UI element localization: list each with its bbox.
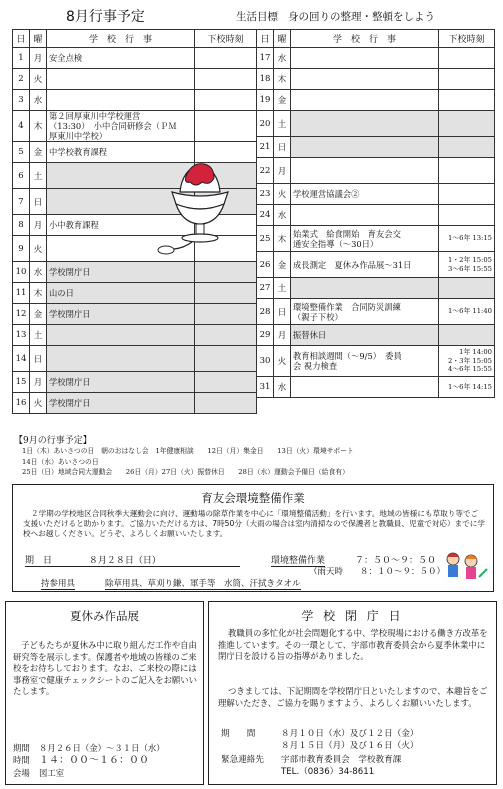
event-cell: 小中教育課程: [47, 215, 195, 236]
weekday-cell: 日: [274, 137, 291, 158]
weekday-cell: 金: [30, 304, 47, 325]
day-cell: 1: [13, 48, 30, 69]
calendar-row: [257, 158, 495, 184]
closed-contact: [221, 754, 401, 778]
dismissal-time-cell: 1～6年 13:15: [439, 226, 495, 252]
dismissal-time-cell: [195, 325, 257, 346]
day-cell: 8: [13, 215, 30, 236]
event-cell: 第２回厚東川中学校運営 （13:30） 小中合同研修会（ＰＭ 厚東川中学校）: [47, 111, 195, 142]
day-cell: 11: [13, 283, 30, 304]
weekday-cell: 火: [274, 184, 291, 205]
calendar-row: [13, 304, 257, 325]
weekday-cell: 水: [30, 262, 47, 283]
event-cell: [47, 346, 195, 372]
summer-title: 夏休み作品展: [70, 609, 139, 623]
event-cell: 学校閉庁日: [47, 304, 195, 325]
event-cell: [291, 48, 439, 69]
col-time: 下校時刻: [195, 30, 257, 48]
day-cell: 12: [13, 304, 30, 325]
summer-body: 子どもたちが夏休み中に取り組んだ工作や自由研究等を展示します。保護者や地域の皆様のご来校をお待ちしております。なお、ご来校の際には事務室で健康チェックシートのご記入をお願いいたします。: [13, 640, 197, 696]
day-cell: 19: [257, 90, 274, 111]
weekday-cell: 月: [30, 215, 47, 236]
weekday-cell: 水: [30, 90, 47, 111]
day-cell: 10: [13, 262, 30, 283]
dismissal-time-cell: [439, 325, 495, 346]
pta-body: ２学期の学校地区合同秋季大運動会に向け、運動場の除草作業を中心に「環境整備活動」を行います。地域の皆様にも草取り等でご支援いただけると助かります。ご協力いただける方は、7時50分（大雨の場合は室内清掃なので保護者と教職員、児童で対応）までに学校へお越しください。どうぞ、よろしくお願いいたします。: [23, 509, 485, 538]
pta-time-label: 環境整備作業: [271, 553, 325, 567]
pta-time-value: ７：５０～９：５０: [355, 556, 437, 566]
weekday-cell: 金: [30, 142, 47, 163]
day-cell: 24: [257, 205, 274, 226]
event-cell: 振替休日: [291, 325, 439, 346]
summer-period-label: 期間: [13, 743, 30, 753]
summer-period-value: ８月２６日（金）～３１日（水）: [39, 743, 165, 753]
dismissal-time-cell: [439, 111, 495, 137]
weekday-cell: 木: [274, 69, 291, 90]
pta-title: 育友会環境整備作業: [201, 491, 305, 505]
event-cell: 学校運営協議会②: [291, 184, 439, 205]
pta-rain-time: （雨天時 ８：１０～９：５０）: [309, 567, 446, 577]
event-cell: [291, 158, 439, 184]
calendar-row: [257, 299, 495, 325]
dismissal-time-cell: [439, 184, 495, 205]
weekday-cell: 日: [274, 299, 291, 325]
day-cell: 5: [13, 142, 30, 163]
shaved-ice-illustration: [152, 152, 248, 272]
event-cell: [47, 325, 195, 346]
weekday-cell: 水: [274, 205, 291, 226]
event-cell: [47, 69, 195, 90]
calendar-row: [13, 90, 257, 111]
calendar-row: [13, 69, 257, 90]
dismissal-time-cell: [439, 90, 495, 111]
calendar-row: [257, 69, 495, 90]
summer-place-value: 図工室: [39, 768, 65, 778]
day-cell: 13: [13, 325, 30, 346]
september-line: 25日（日）地域合同大運動会 26日（月）27日（火）振替休日 28日（水）運動会予備日（給食有）: [22, 468, 349, 476]
calendar-row: [257, 111, 495, 137]
calendar-row: [257, 48, 495, 69]
calendar-row: [13, 48, 257, 69]
event-cell: 学校閉庁日: [47, 393, 195, 414]
dismissal-time-cell: [195, 111, 257, 142]
event-cell: 安全点検: [47, 48, 195, 69]
dismissal-time-cell: [439, 137, 495, 158]
day-cell: 18: [257, 69, 274, 90]
day-cell: 15: [13, 372, 30, 393]
pta-cleanup-section: [12, 484, 494, 592]
pta-date: [25, 553, 240, 567]
dismissal-time-cell: [195, 393, 257, 414]
weekday-cell: 火: [30, 393, 47, 414]
closed-period-line: ８月１０日（水）及び１２日（金）: [281, 729, 419, 739]
goal-text: 身の回りの整理・整頓をしよう: [288, 11, 435, 23]
col-time: 下校時刻: [439, 30, 495, 48]
page-title: 8月行事予定: [66, 9, 145, 25]
calendar-row: [257, 90, 495, 111]
september-heading: 【9月の行事予定】: [14, 436, 92, 446]
day-cell: 21: [257, 137, 274, 158]
weekday-cell: 火: [274, 346, 291, 377]
day-cell: 6: [13, 163, 30, 189]
dismissal-time-cell: [195, 90, 257, 111]
col-weekday: 曜: [30, 30, 47, 48]
event-cell: [291, 377, 439, 398]
dismissal-time-cell: [195, 283, 257, 304]
weekday-cell: 木: [30, 283, 47, 304]
dismissal-time-cell: 1～6年 11:40: [439, 299, 495, 325]
september-line: 14日（水）あいさつの日: [22, 457, 99, 466]
dismissal-time-cell: [439, 69, 495, 90]
day-cell: 16: [13, 393, 30, 414]
calendar-row: [257, 278, 495, 299]
closed-period-label: 期 間: [221, 729, 256, 739]
event-cell: 学校閉庁日: [47, 262, 195, 283]
dismissal-time-cell: [439, 158, 495, 184]
day-cell: 7: [13, 189, 30, 215]
day-cell: 28: [257, 299, 274, 325]
calendar-row: [13, 325, 257, 346]
september-line: 1日（木）あいさつの日 朝のおはなし会 1年健康相談 12日（月）集金日 13日（火）環境サポート: [22, 447, 354, 455]
dismissal-time-cell: [439, 278, 495, 299]
day-cell: 22: [257, 158, 274, 184]
dismissal-time-cell: [195, 48, 257, 69]
closed-period-line: ８月１５日（月）及び１６日（火）: [281, 741, 419, 751]
calendar-row: [257, 377, 495, 398]
closed-body-2: つきましては、下記期間を学校閉庁日といたしますので、本趣旨をご理解いただき、ご協力を賜りますよう、よろしくお願いいたします。: [218, 686, 488, 708]
calendar-row: [257, 226, 495, 252]
closed-period: [221, 728, 419, 752]
event-cell: 学校閉庁日: [47, 372, 195, 393]
summer-time-value: １４：００～１６：００: [39, 755, 149, 766]
event-cell: [47, 90, 195, 111]
col-day: 日: [13, 30, 30, 48]
event-cell: [291, 278, 439, 299]
calendar-row: [13, 372, 257, 393]
day-cell: 30: [257, 346, 274, 377]
weekday-cell: 月: [274, 325, 291, 346]
summer-exhibit-section: [5, 601, 204, 785]
weekday-cell: 木: [30, 111, 47, 142]
dismissal-time-cell: 1～6年 14:15: [439, 377, 495, 398]
calendar-row: [257, 137, 495, 158]
event-cell: [291, 111, 439, 137]
dismissal-time-cell: [439, 48, 495, 69]
day-cell: 27: [257, 278, 274, 299]
contact-name: 宇部市教育委員会 学校教育課: [281, 755, 402, 765]
weekday-cell: 月: [274, 158, 291, 184]
weekday-cell: 木: [274, 226, 291, 252]
header: [0, 0, 503, 28]
day-cell: 25: [257, 226, 274, 252]
weekday-cell: 土: [274, 111, 291, 137]
day-cell: 23: [257, 184, 274, 205]
summer-info: [13, 742, 165, 779]
day-cell: 9: [13, 236, 30, 262]
weekday-cell: 土: [30, 163, 47, 189]
calendar-row: [13, 393, 257, 414]
dismissal-time-cell: [195, 346, 257, 372]
dismissal-time-cell: [195, 69, 257, 90]
summer-place-label: 会場: [13, 768, 30, 778]
weekday-cell: 金: [274, 252, 291, 278]
goal-label: 生活目標: [236, 11, 278, 23]
calendar-row: [13, 283, 257, 304]
event-cell: [291, 137, 439, 158]
calendar-right: [256, 29, 495, 398]
weekday-cell: 土: [274, 278, 291, 299]
event-cell: 成長測定 夏休み作品展～31日: [291, 252, 439, 278]
september-schedule: [12, 433, 494, 478]
calendar-row: [13, 346, 257, 372]
day-cell: 4: [13, 111, 30, 142]
col-day: 日: [257, 30, 274, 48]
calendar-row: [257, 252, 495, 278]
event-cell: 中学校教育課程: [47, 142, 195, 163]
calendar-row: [257, 325, 495, 346]
event-cell: [291, 90, 439, 111]
day-cell: 3: [13, 90, 30, 111]
dismissal-time-cell: [195, 304, 257, 325]
event-cell: [291, 205, 439, 226]
contact-label: 緊急連絡先: [221, 755, 264, 765]
dismissal-time-cell: [439, 205, 495, 226]
weekday-cell: 土: [30, 325, 47, 346]
weekday-cell: 日: [30, 346, 47, 372]
contact-tel: TEL.（0836）34-8611: [281, 767, 375, 777]
day-cell: 17: [257, 48, 274, 69]
event-cell: [291, 69, 439, 90]
col-events: 学 校 行 事: [291, 30, 439, 48]
day-cell: 2: [13, 69, 30, 90]
weekday-cell: 月: [30, 372, 47, 393]
calendar-row: [257, 205, 495, 226]
col-weekday: 曜: [274, 30, 291, 48]
dismissal-time-cell: 1年 14:00 2・3年 15:05 4～6年 15:55: [439, 346, 495, 377]
pta-items-label: 持参用具: [41, 579, 76, 589]
event-cell: 環境整備作業 合同防災訓練 （親子下校）: [291, 299, 439, 325]
pta-date-value: ８月２８日（日）: [88, 556, 161, 566]
calendar-row: [257, 346, 495, 377]
event-cell: 始業式 給食開始 育友会交 通安全指導（～30日）: [291, 226, 439, 252]
weekday-cell: 月: [30, 48, 47, 69]
pta-items-value: 除草用具、草刈り鎌、軍手等 水筒、汗拭きタオル: [105, 579, 301, 589]
col-events: 学 校 行 事: [47, 30, 195, 48]
event-cell: 教育相談週間（～9/5） 委員 会 視力検査: [291, 346, 439, 377]
day-cell: 31: [257, 377, 274, 398]
calendar-row: [13, 111, 257, 142]
day-cell: 14: [13, 346, 30, 372]
weekday-cell: 火: [30, 69, 47, 90]
summer-time-label: 時間: [13, 755, 30, 765]
children-illustration: [441, 549, 489, 585]
event-cell: 山の日: [47, 283, 195, 304]
dismissal-time-cell: [195, 372, 257, 393]
calendar-row: [257, 184, 495, 205]
weekday-cell: 日: [30, 189, 47, 215]
dismissal-time-cell: 1・2年 15:05 3～6年 15:55: [439, 252, 495, 278]
weekday-cell: 火: [30, 236, 47, 262]
school-closed-section: [208, 601, 497, 785]
weekday-cell: 水: [274, 377, 291, 398]
day-cell: 20: [257, 111, 274, 137]
closed-body-1: 教職員の多忙化が社会問題化する中、学校現場における働き方改革を推進しています。その一環として、宇部市教育委員会から夏季休業中に閉庁日を設ける旨の指導がありました。: [218, 628, 488, 661]
closed-title: 学 校 閉 庁 日: [301, 609, 404, 623]
weekday-cell: 水: [274, 48, 291, 69]
day-cell: 26: [257, 252, 274, 278]
day-cell: 29: [257, 325, 274, 346]
pta-date-label: 期 日: [25, 556, 53, 566]
weekday-cell: 金: [274, 90, 291, 111]
